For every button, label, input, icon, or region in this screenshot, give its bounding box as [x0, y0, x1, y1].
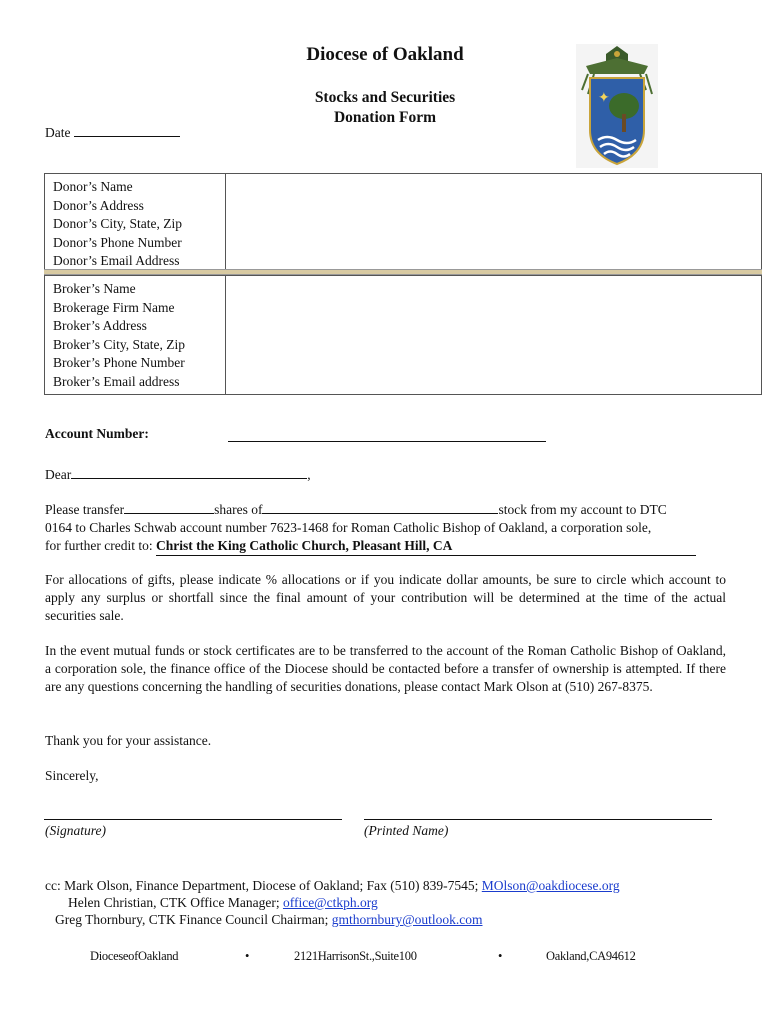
donor-city-label: Donor’s City, State, Zip [53, 216, 182, 232]
donor-email-label: Donor’s Email Address [53, 253, 180, 269]
donor-labels-cell [45, 174, 226, 274]
cc-line-2 [45, 894, 620, 911]
broker-labels-cell [45, 276, 226, 395]
transfer-line-3 [45, 537, 726, 556]
mutual-funds-paragraph: In the event mutual funds or stock certificates are to be transferred to the account of the Roman Catholic Bishop of Oakland, a corporation sole, the finance office of the Diocese should be contacted before a transfer of ownership is attempted. If there are any questions concerning the handling of securities donations, please contact Mark Olson at (510) 267-8375. [45, 643, 726, 694]
email-link-molson[interactable]: MOlson@oakdiocese.org [481, 878, 620, 893]
credit-prefix: for further credit to: [45, 538, 153, 553]
shares-of-label: shares of [214, 502, 263, 517]
email-link-gmthornbury[interactable]: gmthornbury@outlook.com [331, 912, 483, 927]
page-title: Diocese of Oakland [306, 44, 464, 65]
account-number-field[interactable] [228, 441, 546, 442]
transfer-paragraph [45, 499, 726, 556]
cc-mark-olson: Mark Olson, Finance Department, Diocese of Oakland; Fax (510) 839-7545; [64, 878, 479, 893]
signature-field[interactable] [44, 819, 342, 820]
donor-phone-label: Donor’s Phone Number [53, 234, 182, 250]
transfer-line-2: 0164 to Charles Schwab account number 7623-1468 for Roman Catholic Bishop of Oakland, a corporation sole, [45, 520, 652, 535]
date-label: Date [45, 125, 71, 140]
diocese-crest-icon [576, 44, 658, 168]
salutation [45, 464, 311, 483]
brokerage-firm-label: Brokerage Firm Name [53, 299, 175, 315]
cc-prefix: cc: [45, 878, 61, 893]
cc-line-3 [45, 911, 620, 928]
subtitle-line2: Donation Form [333, 109, 437, 126]
shares-count-blank[interactable] [124, 499, 214, 514]
donor-info-table [44, 173, 762, 274]
donor-name-label: Donor’s Name [53, 179, 133, 194]
closing-text: Sincerely, [45, 768, 99, 783]
broker-email-label: Broker’s Email address [53, 373, 180, 389]
allocations-paragraph: For allocations of gifts, please indicate % allocations or if you indicate dollar amounts, be sure to circle which account to apply any surplus or shortfall since the final amount of your contribution will be determined at the time of the actual securities sale. [45, 572, 726, 623]
dear-label: Dear [45, 467, 72, 482]
footer-bullet-2: • [498, 949, 503, 963]
broker-name-label: Broker’s Name [53, 281, 136, 296]
transfer-line-1 [45, 499, 726, 519]
donor-address-label: Donor’s Address [53, 197, 144, 213]
signature-label: (Signature) [45, 823, 106, 838]
thanks-text: Thank you for your assistance. [45, 733, 212, 748]
cc-helen-christian: Helen Christian, CTK Office Manager; [68, 895, 280, 910]
donor-entry-field[interactable] [226, 174, 762, 274]
printed-name-label: (Printed Name) [364, 823, 449, 838]
broker-info-table [44, 275, 762, 395]
cc-block [45, 877, 620, 928]
dear-comma: , [307, 467, 311, 482]
transfer-prefix: Please transfer [45, 502, 125, 517]
broker-entry-field[interactable] [226, 276, 762, 395]
account-number-label: Account Number: [45, 426, 149, 441]
broker-address-label: Broker’s Address [53, 318, 147, 334]
subtitle-line1: Stocks and Securities [314, 89, 456, 106]
footer-city: Oakland,CA94612 [546, 949, 636, 963]
transfer-suffix: stock from my account to DTC [498, 502, 667, 517]
svg-text:✦: ✦ [598, 90, 610, 106]
transfer-text-1 [45, 499, 667, 519]
email-link-office[interactable]: office@ctkph.org [282, 895, 378, 910]
date-blank[interactable] [74, 122, 180, 137]
recipient-blank[interactable] [71, 464, 307, 479]
beneficiary-church: Christ the King Catholic Church, Pleasant Hill, CA [156, 537, 696, 556]
printed-name-field[interactable] [364, 819, 712, 820]
cc-line-1 [45, 877, 620, 894]
footer-bullet-1: • [245, 949, 250, 963]
footer-org: DioceseofOakland [90, 949, 179, 963]
date-field[interactable] [45, 122, 180, 141]
stock-name-blank[interactable] [262, 499, 498, 514]
broker-phone-label: Broker’s Phone Number [53, 355, 185, 371]
broker-city-label: Broker’s City, State, Zip [53, 336, 185, 352]
footer-address: 2121HarrisonSt.,Suite100 [294, 949, 417, 963]
cc-greg-thornbury: Greg Thornbury, CTK Finance Council Chairman; [55, 912, 329, 927]
